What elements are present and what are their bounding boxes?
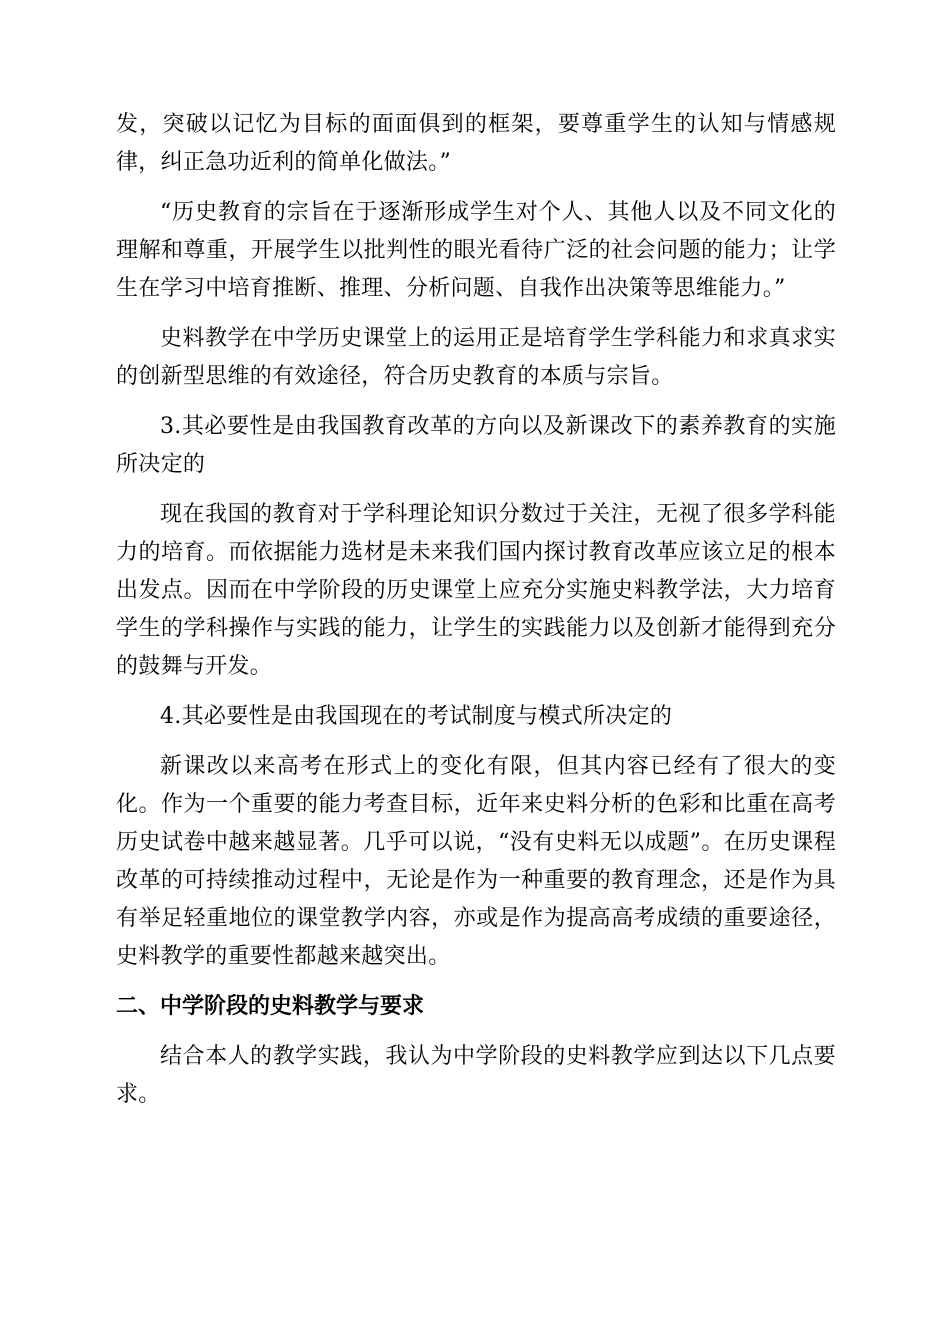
paragraph-continuation: 发，突破以记忆为目标的面面俱到的框架，要尊重学生的认知与情感规律，纠正急功近利的简单化做法。” bbox=[116, 112, 836, 175]
section-heading: 二、中学阶段的史料教学与要求 bbox=[116, 994, 425, 1019]
paragraph-exam-system: 新课改以来高考在形式上的变化有限，但其内容已经有了很大的变化。作为一个重要的能力考查目标，近年来史料分析的色彩和比重在高考历史试卷中越来越显著。几乎可以说，“没有史料无以成题”。在历史课程改革的可持续推动过程中，无论是作为一种重要的教育理念，还是作为具有举足轻重地位的课堂教学内容，亦或是作为提高高考成绩的重要途径，史料教学的重要性都越来越突出。 bbox=[116, 754, 836, 969]
paragraph-quote: “历史教育的宗旨在于逐渐形成学生对个人、其他人以及不同文化的理解和尊重，开展学生以批判性的眼光看待广泛的社会问题的能力；让学生在学习中培育推断、推理、分析问题、自我作出决策等思维能力。” bbox=[116, 200, 836, 301]
point-4-title: 4.其必要性是由我国现在的考试制度与模式所决定的 bbox=[160, 704, 673, 729]
paragraph-requirements-intro: 结合本人的教学实践，我认为中学阶段的史料教学应到达以下几点要求。 bbox=[116, 1044, 836, 1107]
document-page bbox=[116, 106, 836, 1114]
paragraph-historical-material: 史料教学在中学历史课堂上的运用正是培育学生学科能力和求真求实的创新型思维的有效途径，符合历史教育的本质与宗旨。 bbox=[116, 326, 836, 389]
point-3-title: 3.其必要性是由我国教育改革的方向以及新课改下的素养教育的实施所决定的 bbox=[116, 414, 836, 477]
paragraph-education-reform: 现在我国的教育对于学科理论知识分数过于关注，无视了很多学科能力的培育。而依据能力选材是未来我们国内探讨教育改革应该立足的根本出发点。因而在中学阶段的历史课堂上应充分实施史料教学法，大力培育学生的学科操作与实践的能力，让学生的实践能力以及创新才能得到充分的鼓舞与开发。 bbox=[116, 502, 836, 679]
